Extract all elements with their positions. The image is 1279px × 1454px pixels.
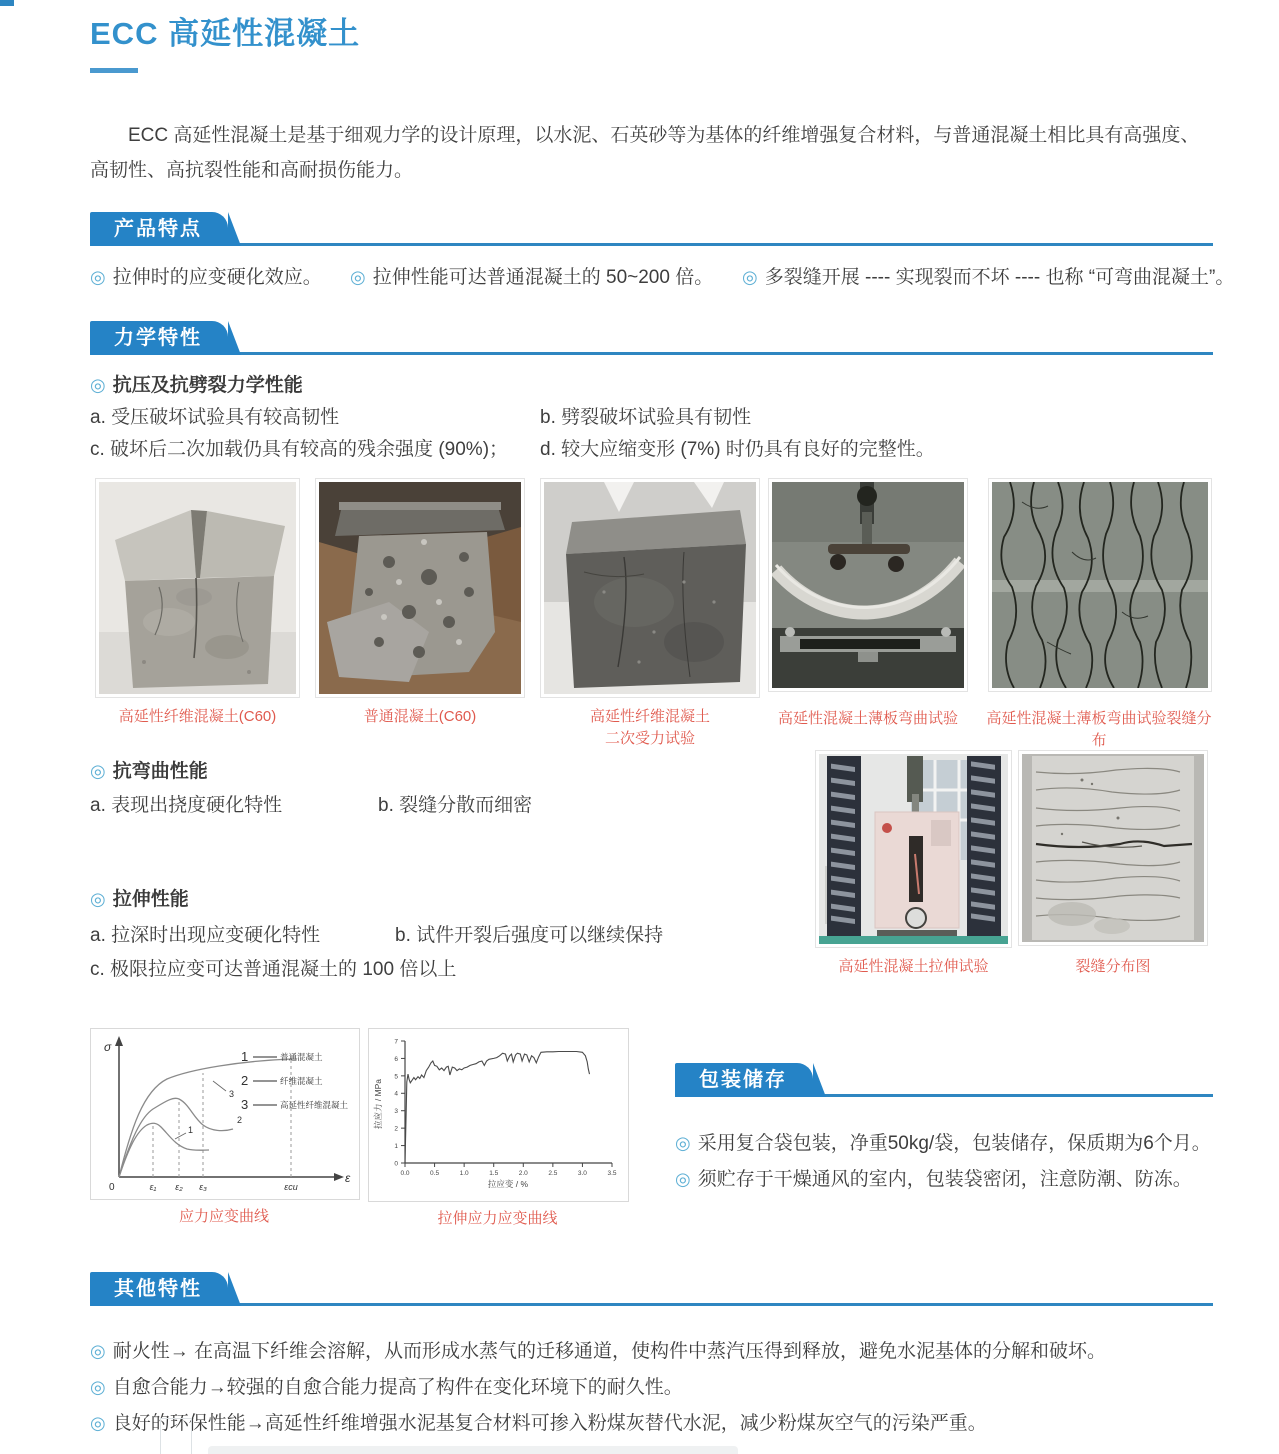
photo-ecc-secondary-load — [540, 478, 760, 698]
bullseye-icon: ◎ — [90, 375, 106, 395]
bullseye-icon: ◎ — [90, 267, 106, 287]
svg-text:1: 1 — [241, 1049, 249, 1064]
section-header-features: 产品特点 — [90, 212, 228, 246]
curve-label-3: 3 — [229, 1089, 235, 1099]
axis-ticks — [394, 1038, 617, 1177]
photo-caption: 高延性混凝土薄板弯曲试验裂缝分布 — [986, 710, 1212, 749]
crack-pattern-image — [992, 482, 1208, 688]
photo-caption: 高延性混凝土拉伸试验 — [838, 958, 989, 975]
next-page-ghost-bar — [208, 1446, 738, 1454]
svg-text:7: 7 — [394, 1038, 398, 1046]
stress-strain-schematic-chart — [90, 1028, 360, 1200]
packaging-bullet: ◎ 须贮存于干燥通风的室内，包装袋密闭，注意防潮、防冻。 — [675, 1169, 1192, 1190]
feature-bullet: ◎ 拉伸时的应变硬化效应。 — [90, 267, 322, 288]
tensile-curve — [405, 1052, 590, 1164]
bending-test-image — [772, 482, 964, 688]
x-tick: ε₃ — [199, 1182, 207, 1192]
tensile-stress-strain-chart — [368, 1028, 629, 1202]
packaging-bullet: ◎ 采用复合袋包装，净重50kg/袋，包装储存，保质期为6个月。 — [675, 1133, 1211, 1154]
bullseye-icon: ◎ — [675, 1169, 691, 1189]
section-header-mechanical: 力学特性 — [90, 321, 228, 355]
section-divider-other — [90, 1303, 1213, 1306]
svg-text:3: 3 — [241, 1097, 249, 1112]
svg-text:3.5: 3.5 — [607, 1170, 617, 1177]
compression-item-b: b. 劈裂破坏试验具有韧性 — [540, 407, 752, 428]
bullseye-icon: ◎ — [90, 1341, 106, 1361]
x-axis-label: 拉应变 / % — [487, 1179, 529, 1189]
next-page-ghost — [160, 1418, 192, 1454]
svg-text:1: 1 — [394, 1142, 398, 1150]
svg-text:2.0: 2.0 — [518, 1170, 528, 1177]
svg-text:纤维混凝土: 纤维混凝土 — [280, 1076, 323, 1086]
curve-label-1: 1 — [188, 1125, 194, 1135]
photo-ecc-cube-c60 — [95, 478, 300, 698]
crushed-concrete-image — [319, 482, 521, 694]
curve-label-2: 2 — [237, 1115, 243, 1125]
section-header-packaging: 包装储存 — [675, 1063, 813, 1097]
x-tick: ε₁ — [149, 1182, 157, 1192]
dark-cube-image — [544, 482, 756, 694]
bending-item-a: a. 表现出挠度硬化特性 — [90, 795, 283, 816]
feature-bullet: ◎ 拉伸性能可达普通混凝土的 50~200 倍。 — [350, 267, 714, 288]
photo-caption: 普通混凝土(C60) — [363, 708, 477, 725]
svg-text:0: 0 — [394, 1160, 398, 1168]
compression-item-c: c. 破坏后二次加载仍具有较高的残余强度 (90%)； — [90, 439, 509, 460]
tension-item-b: b. 试件开裂后强度可以继续保持 — [395, 925, 664, 946]
subsection-tension: ◎ 拉伸性能 — [90, 889, 189, 910]
concrete-cube-image — [99, 482, 296, 694]
bullseye-icon: ◎ — [675, 1133, 691, 1153]
svg-text:普通混凝土: 普通混凝土 — [280, 1052, 323, 1062]
svg-text:4: 4 — [394, 1090, 398, 1098]
photo-plain-concrete-c60 — [315, 478, 525, 698]
svg-text:2.5: 2.5 — [548, 1170, 558, 1177]
photo-thin-plate-bending-test — [768, 478, 968, 692]
feature-bullet: ◎ 多裂缝开展 ---- 实现裂而不坏 ---- 也称 “可弯曲混凝土”。 — [742, 267, 1235, 288]
other-bullet: ◎ 良好的环保性能→高延性纤维增强水泥基复合材料可掺入粉煤灰替代水泥，减少粉煤灰空气的污染严重。 — [90, 1413, 987, 1434]
corner-mark — [0, 0, 14, 6]
svg-text:2: 2 — [394, 1125, 398, 1133]
svg-text:1.0: 1.0 — [459, 1170, 469, 1177]
x-tick: ε₂ — [175, 1182, 183, 1192]
bullseye-icon: ◎ — [742, 267, 758, 287]
section-divider-mechanical — [90, 352, 1213, 355]
photo-bending-crack-pattern — [988, 478, 1212, 692]
tension-machine-image — [819, 754, 1008, 944]
photo-caption: 裂缝分布图 — [1075, 958, 1151, 975]
origin-label: 0 — [109, 1182, 115, 1193]
other-bullet: ◎ 耐火性→ 在高温下纤维会溶解，从而形成水蒸气的迁移通道，使构件中蒸汽压得到释放，避免水泥基体的分解和破坏。 — [90, 1341, 1107, 1362]
svg-text:5: 5 — [394, 1073, 398, 1081]
svg-text:2: 2 — [241, 1073, 249, 1088]
svg-text:高延性纤维混凝土: 高延性纤维混凝土 — [280, 1100, 349, 1110]
x-axis-label: ε — [345, 1171, 351, 1185]
svg-text:3.0: 3.0 — [577, 1170, 587, 1177]
crack-distribution-image — [1022, 754, 1204, 942]
photo-caption: 高延性纤维混凝土(C60) — [118, 708, 277, 725]
svg-text:6: 6 — [394, 1055, 398, 1063]
svg-text:0.5: 0.5 — [430, 1170, 440, 1177]
svg-text:1.5: 1.5 — [489, 1170, 499, 1177]
chart-legend — [241, 1049, 349, 1112]
bullseye-icon: ◎ — [90, 1413, 106, 1433]
chart-caption: 拉伸应力应变曲线 — [437, 1210, 558, 1227]
section-divider-features — [90, 243, 1213, 246]
bending-item-b: b. 裂缝分散而细密 — [378, 795, 533, 816]
subsection-bending: ◎ 抗弯曲性能 — [90, 761, 208, 782]
svg-text:0.0: 0.0 — [400, 1170, 410, 1177]
bullseye-icon: ◎ — [90, 1377, 106, 1397]
tension-item-c: c. 极限拉应变可达普通混凝土的 100 倍以上 — [90, 959, 457, 980]
other-bullet: ◎ 自愈合能力→较强的自愈合能力提高了构件在变化环境下的耐久性。 — [90, 1377, 683, 1398]
bullseye-icon: ◎ — [90, 889, 106, 909]
compression-item-a: a. 受压破坏试验具有较高韧性 — [90, 407, 340, 428]
chart-caption: 应力应变曲线 — [178, 1208, 269, 1225]
section-header-other: 其他特性 — [90, 1272, 228, 1306]
page-title: ECC 高延性混凝土 — [90, 16, 361, 51]
compression-item-d: d. 较大应缩变形 (7%) 时仍具有良好的完整性。 — [540, 439, 935, 460]
subsection-compression: ◎ 抗压及抗劈裂力学性能 — [90, 375, 303, 396]
photo-caption: 高延性混凝土薄板弯曲试验 — [777, 710, 958, 727]
curve-ecc — [119, 1059, 297, 1177]
intro-paragraph: ECC 高延性混凝土是基于细观力学的设计原理，以水泥、石英砂等为基体的纤维增强复合材料，与普通混凝土相比具有高强度、高韧性、高抗裂性能和高耐损伤能力。 — [90, 125, 1200, 181]
photo-caption: 高延性纤维混凝土 二次受力试验 — [589, 708, 710, 747]
title-underline — [90, 68, 138, 73]
photo-tension-test-machine — [815, 750, 1012, 948]
y-axis-label: 拉应力 / MPa — [373, 1078, 383, 1130]
y-axis-label: σ — [104, 1040, 112, 1054]
bullseye-icon: ◎ — [90, 761, 106, 781]
tension-item-a: a. 拉深时出现应变硬化特性 — [90, 925, 321, 946]
photo-crack-distribution — [1018, 750, 1208, 946]
svg-text:3: 3 — [394, 1108, 398, 1116]
x-tick: εcu — [284, 1182, 298, 1192]
bullseye-icon: ◎ — [350, 267, 366, 287]
